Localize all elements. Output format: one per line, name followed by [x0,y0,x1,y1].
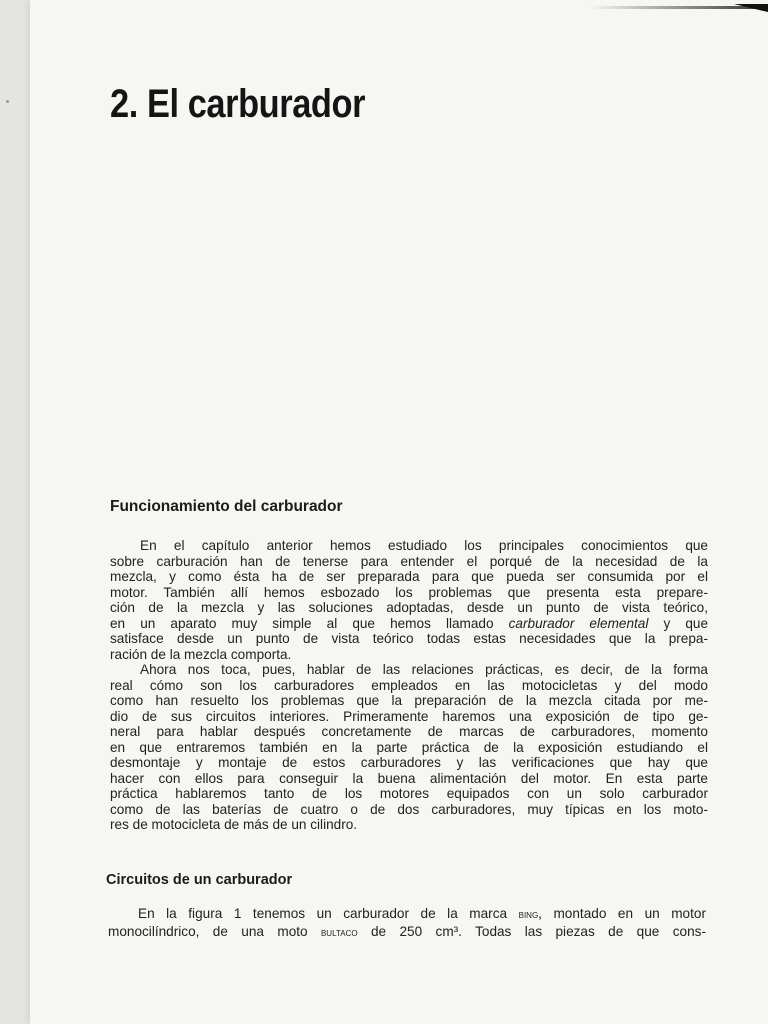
text-line: práctica hablaremos tanto de los motores equipados con un solo carburador [110,786,708,801]
text-fragment: de 250 cm³. Todas las piezas de que cons- [357,923,706,939]
text-line: dio de sus circuitos interiores. Primeramente haremos una exposición de tipo ge- [110,708,708,724]
subsection-heading: Circuitos de un carburador [106,872,293,888]
text-line: ción de la mezcla y las soluciones adoptadas, desde un punto de vista teórico, [110,600,708,615]
text-line: sobre carburación han de tenerse para entender el porqué de la necesidad de la [110,553,708,569]
brand-name: bultaco [320,926,358,939]
subsection-body [108,906,706,941]
text-line: satisface desde un punto de vista teórico todas estas necesidades que la prepa- [110,631,708,646]
chapter-title: 2. El carburador [110,82,366,126]
text-line: hacer con ellos para conseguir la buena alimentación del motor. En esta parte [110,770,708,786]
section-heading: Funcionamiento del carburador [110,498,343,515]
text-line: motor. También allí hemos esbozado los problemas que presenta esta prepare- [110,584,708,600]
text-line [108,906,706,924]
text-fragment: , montado en un motor [538,906,706,921]
text-line: desmontaje y montaje de estos carburadores y las verificaciones que hay que [110,755,708,770]
text-fragment: monocilíndrico, de una moto [108,923,321,939]
text-fragment: y que [648,615,709,631]
text-line: como de las baterías de cuatro o de dos carburadores, muy típicas en los moto- [110,801,708,817]
emphasized-term: carburador elemental [508,615,649,631]
text-line: ración de la mezcla comporta. [110,646,292,662]
text-line: real cómo son los carburadores empleados en las motocicletas y del modo [110,677,708,693]
section-body [110,538,708,833]
text-line-with-emphasis [110,616,708,632]
text-fragment: en un aparato muy simple al que hemos llamado [110,615,509,631]
text-fragment: En la figura 1 tenemos un carburador de la marca [138,906,519,921]
text-line: Ahora nos toca, pues, hablar de las relaciones prácticas, es decir, de la forma [140,662,708,677]
text-line [108,924,706,942]
text-line: neral para hablar después concretamente de marcas de carburadores, momento [110,724,708,739]
book-page [30,0,768,1024]
brand-name: bing [518,909,539,921]
text-line: res de motocicleta de más de un cilindro. [110,817,358,832]
text-line: como han resuelto los problemas que la preparación de la mezcla citada por me- [110,693,708,708]
page-corner-mark [734,4,768,12]
text-line: mezcla, y como ésta ha de ser preparada para que pueda ser consumida por el [110,569,708,584]
scan-speck [6,100,9,103]
text-line: En el capítulo anterior hemos estudiado los principales conocimientos que [140,538,708,553]
text-line: en que entraremos también en la parte práctica de la exposición estudiando el [110,739,708,755]
